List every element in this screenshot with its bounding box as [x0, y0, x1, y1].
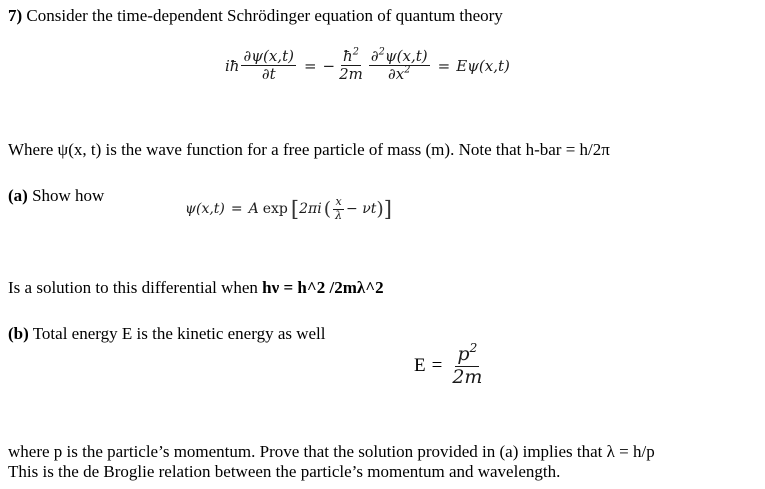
- eq1-coef-num: $ħ^2$: [343, 46, 359, 65]
- eq2-frac-den: λ: [335, 208, 343, 222]
- schrodinger-equation: [225, 48, 510, 84]
- eq1-equals-1: =: [303, 56, 317, 75]
- part-a-number: (a): [8, 186, 28, 205]
- eq3-lhs: E: [414, 355, 426, 377]
- eq2-amplitude: A: [248, 201, 259, 218]
- eq2-equals: =: [230, 201, 243, 218]
- part-b-label: [8, 324, 326, 344]
- eq3-equals: =: [431, 355, 443, 377]
- eq3-num: $p^2$: [457, 340, 478, 365]
- eq3-fraction: [450, 340, 484, 389]
- eq1-deriv-fraction: [369, 48, 430, 84]
- eq2-fraction: [333, 196, 344, 222]
- eq1-rhs: Eψ(x,t): [456, 56, 510, 75]
- wavefunction-equation: [185, 196, 392, 222]
- eq2-left-paren: (: [323, 198, 332, 221]
- eq2-frac-num: x: [335, 195, 342, 208]
- eq1-deriv-num: ∂$^2$ψ(x,t): [370, 46, 428, 65]
- eq2-two-pi-i: 2πi: [299, 201, 322, 218]
- kinetic-energy-equation: [414, 340, 486, 389]
- eq2-minus-vt: − νt: [346, 201, 377, 218]
- question-intro: [8, 6, 503, 26]
- solution-condition: hν = h^2 /2mλ^2: [262, 278, 384, 297]
- eq1-lhs-fraction: [241, 48, 295, 84]
- eq1-lhs-den: ∂t: [261, 65, 276, 84]
- eq2-left-bracket: [: [290, 197, 300, 222]
- eq1-deriv-den: $\partial x^2$: [388, 64, 411, 84]
- eq1-equals-2: =: [437, 56, 451, 75]
- part-a-label: [8, 186, 104, 206]
- eq3-den: 2m: [452, 365, 483, 388]
- final-line-2: This is the de Broglie relation between the particle’s momentum and wavelength.: [8, 462, 561, 481]
- where-line: Where ψ(x, t) is the wave function for a free particle of mass (m). Note that h-bar = h/2π: [8, 140, 610, 159]
- final-line-1: where p is the particle’s momentum. Prove that the solution provided in (a) implies that λ = h/p: [8, 442, 655, 461]
- eq2-exp: exp: [262, 201, 288, 218]
- part-b-number: (b): [8, 324, 29, 343]
- part-a-text: Show how: [32, 186, 105, 205]
- eq2-right-paren: ): [376, 198, 384, 221]
- solution-line: [8, 278, 384, 298]
- question-intro-text: Consider the time-dependent Schrödinger equation of quantum theory: [26, 6, 503, 25]
- eq2-lhs: ψ(x,t): [185, 201, 225, 218]
- eq1-coef-fraction: [337, 48, 365, 84]
- question-number: 7): [8, 6, 23, 25]
- eq1-minus: −: [322, 56, 336, 75]
- eq1-lhs-num: ∂ψ(x,t): [243, 47, 294, 65]
- eq1-lhs-prefix: iħ: [225, 56, 240, 75]
- eq2-right-bracket: ]: [383, 197, 392, 222]
- solution-text: Is a solution to this differential when: [8, 278, 263, 297]
- part-b-text: Total energy E is the kinetic energy as well: [32, 324, 326, 343]
- eq1-coef-den: 2m: [339, 65, 363, 84]
